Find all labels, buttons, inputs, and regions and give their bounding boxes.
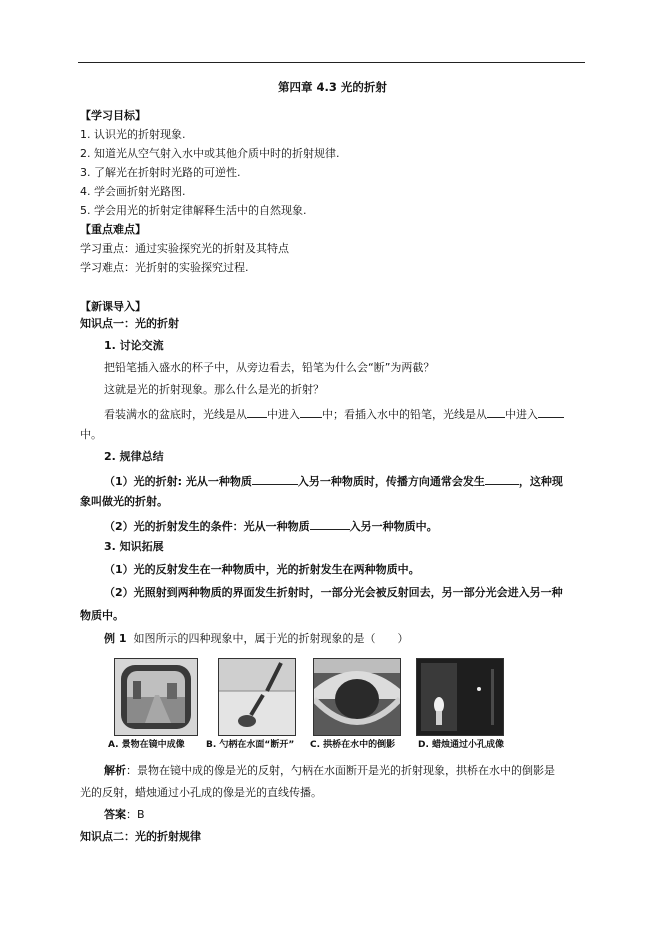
text-segment: （2）光的折射发生的条件：光从一种物质 bbox=[104, 520, 310, 533]
example-label: 例 1 bbox=[104, 632, 127, 645]
photo-caption: C. 拱桥在水中的倒影 bbox=[310, 740, 396, 750]
difficulty-text: 学习难点：光折射的实验探究过程. bbox=[80, 261, 249, 274]
rule-line bbox=[104, 518, 438, 534]
photo-spoon bbox=[218, 658, 296, 736]
photo-caption: B. 勺柄在水面“断开” bbox=[206, 740, 295, 750]
blank bbox=[485, 473, 519, 485]
objectives-heading: 【学习目标】 bbox=[80, 109, 146, 122]
photo-mirror bbox=[114, 658, 198, 736]
paragraph: 这就是光的折射现象。那么什么是光的折射？ bbox=[104, 383, 324, 396]
answer-label: 答案 bbox=[104, 808, 126, 821]
rule-line: 象叫做光的折射。 bbox=[80, 495, 168, 508]
photo-bridge bbox=[313, 658, 401, 736]
text-segment: 中进入 bbox=[267, 408, 300, 421]
section-title: 1. 讨论交流 bbox=[104, 339, 164, 352]
blank bbox=[487, 406, 505, 418]
example-text: 如图所示的四种现象中，属于光的折射现象的是（ ） bbox=[133, 632, 409, 645]
objective-item: 1. 认识光的折射现象. bbox=[80, 128, 186, 141]
extension-line: （2）光照射到两种物质的界面发生折射时，一部分光会被反射回去，另一部分光会进入另一种 bbox=[104, 586, 563, 599]
header-rule bbox=[78, 62, 585, 63]
answer-value: ：B bbox=[126, 808, 145, 821]
rule-line bbox=[104, 473, 563, 489]
photo-caption: A. 景物在镜中成像 bbox=[108, 740, 185, 750]
keypoints-heading: 【重点难点】 bbox=[80, 223, 146, 236]
intro-heading: 【新课导入】 bbox=[80, 300, 146, 313]
objective-item: 2. 知道光从空气射入水中或其他介质中时的折射规律. bbox=[80, 147, 340, 160]
photo-pinhole bbox=[416, 658, 504, 736]
analysis-line bbox=[104, 764, 555, 778]
extension-line: 物质中。 bbox=[80, 609, 124, 622]
analysis-line: 光的反射，蜡烛通过小孔成的像是光的直线传播。 bbox=[80, 786, 322, 799]
text-segment: 看装满水的盆底时，光线是从 bbox=[104, 408, 247, 421]
answer-line bbox=[104, 808, 145, 822]
text-segment: 入另一种物质时，传播方向通常会发生 bbox=[297, 475, 485, 488]
analysis-text: ：景物在镜中成的像是光的反射，勺柄在水面断开是光的折射现象，拱桥在水中的倒影是 bbox=[126, 764, 555, 777]
photo-caption: D. 蜡烛通过小孔成像 bbox=[418, 740, 505, 750]
paragraph: 把铅笔插入盛水的杯子中，从旁边看去，铅笔为什么会“断”为两截？ bbox=[104, 361, 435, 374]
knowledge-point-2: 知识点二：光的折射规律 bbox=[80, 830, 201, 843]
text-segment: 入另一种物质中。 bbox=[349, 520, 438, 533]
fill-blank-line bbox=[104, 406, 564, 422]
text-segment: 中进入 bbox=[505, 408, 538, 421]
objective-item: 5. 学会用光的折射定律解释生活中的自然现象. bbox=[80, 204, 307, 217]
section-title: 2. 规律总结 bbox=[104, 450, 164, 463]
analysis-label: 解析 bbox=[104, 764, 126, 777]
objective-item: 4. 学会画折射光路图. bbox=[80, 185, 186, 198]
page-title: 第四章 4.3 光的折射 bbox=[278, 80, 387, 94]
example-question bbox=[104, 632, 408, 646]
section-title: 3. 知识拓展 bbox=[104, 540, 164, 553]
blank bbox=[252, 473, 298, 485]
blank bbox=[538, 406, 564, 418]
extension-line: （1）光的反射发生在一种物质中，光的折射发生在两种物质中。 bbox=[104, 563, 420, 576]
text-segment: （1）光的折射: 光从一种物质 bbox=[104, 475, 252, 488]
blank bbox=[310, 518, 350, 530]
objective-item: 3. 了解光在折射时光路的可逆性. bbox=[80, 166, 241, 179]
focus-text: 学习重点：通过实验探究光的折射及其特点 bbox=[80, 242, 289, 255]
text-segment: 中；看插入水中的铅笔，光线是从 bbox=[322, 408, 487, 421]
text-segment: ，这种现 bbox=[518, 475, 563, 488]
blank bbox=[247, 406, 267, 418]
paragraph: 中。 bbox=[80, 428, 102, 441]
blank bbox=[300, 406, 322, 418]
knowledge-point-1: 知识点一：光的折射 bbox=[80, 317, 179, 330]
